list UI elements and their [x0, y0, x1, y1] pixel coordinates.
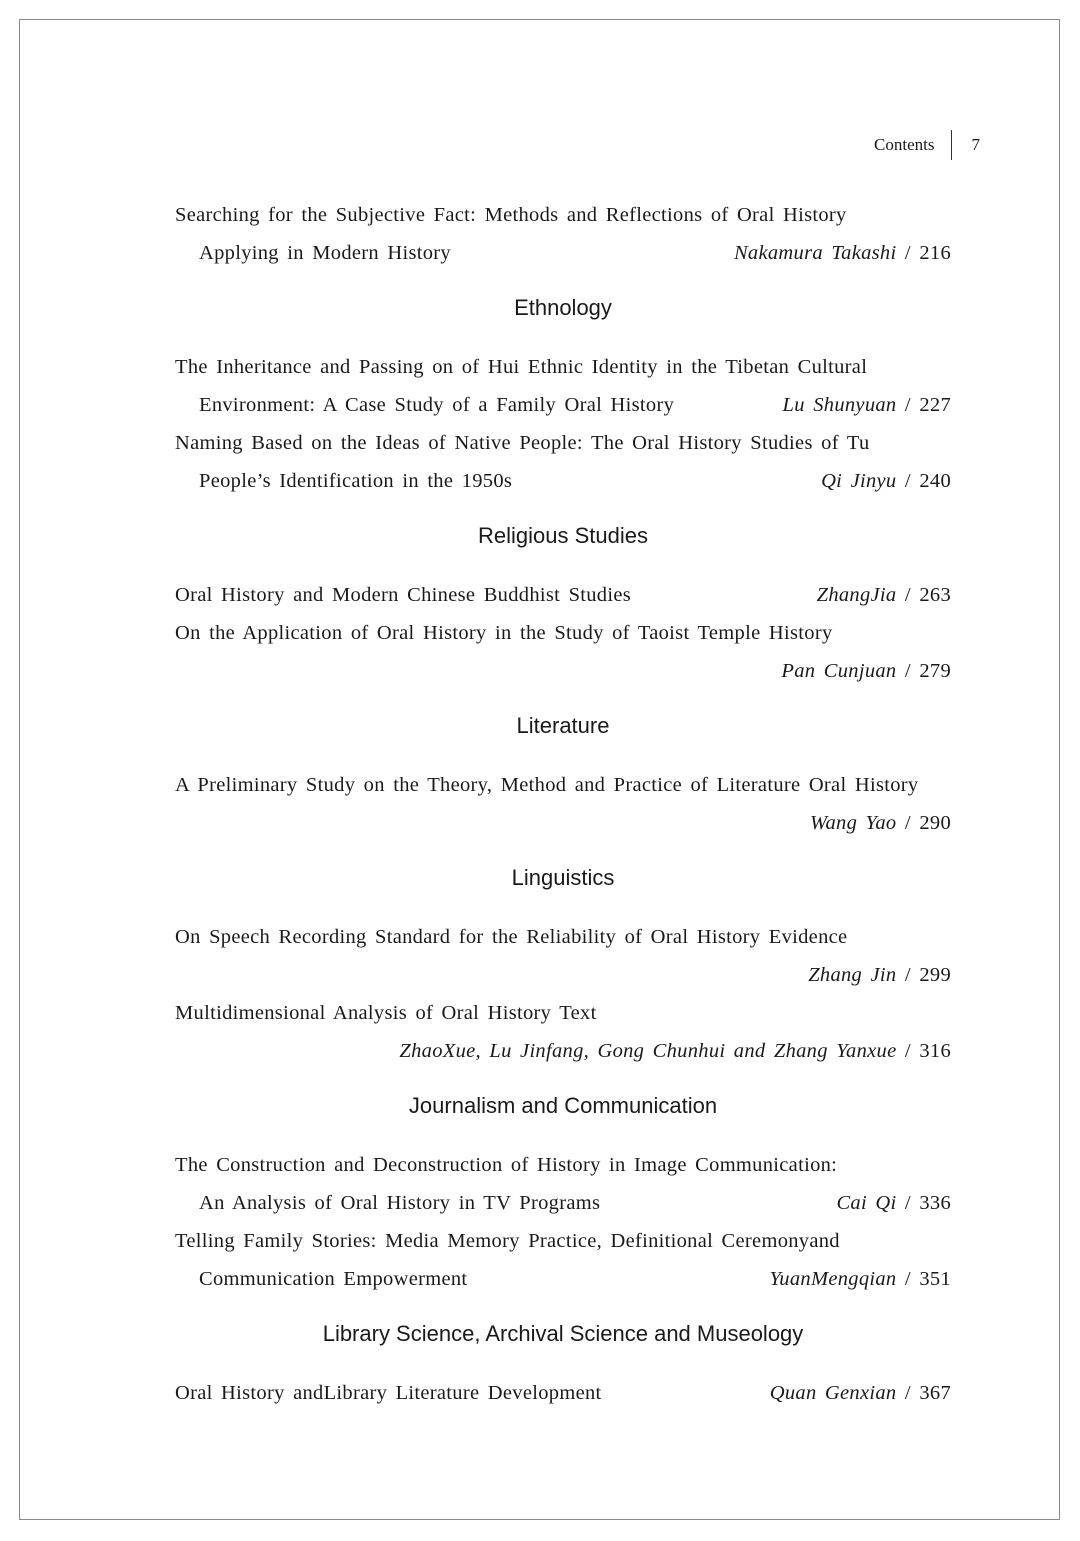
section-heading: Journalism and Communication: [408, 1093, 718, 1118]
entry-ref: Lu Shunyuan / 227: [782, 394, 951, 416]
entry-title: Oral History andLibrary Literature Development: [175, 1382, 602, 1404]
entry-title: On the Application of Oral History in the Study of Taoist Temple History: [175, 622, 833, 644]
entry-page: 240: [919, 470, 951, 492]
entry-title: On Speech Recording Standard for the Reliability of Oral History Evidence: [175, 926, 848, 948]
entry-title: Oral History and Modern Chinese Buddhist Studies: [175, 584, 632, 606]
toc-entry: [175, 348, 951, 424]
entry-author: YuanMengqian: [769, 1268, 897, 1290]
entry-author: Wang Yao: [809, 812, 897, 834]
toc-entry: [175, 1222, 951, 1298]
entry-title-continued: People’s Identification in the 1950s: [199, 470, 513, 492]
toc-entry: [175, 766, 951, 842]
entry-author: Quan Genxian: [769, 1382, 897, 1404]
entry-ref: Nakamura Takashi / 216: [733, 242, 951, 264]
entry-author: Zhang Jin: [808, 964, 897, 986]
entry-ref: Cai Qi / 336: [836, 1192, 951, 1214]
toc-entry: [175, 424, 951, 500]
entry-title-continued: Environment: A Case Study of a Family Oral History: [199, 394, 675, 416]
toc-entry: [175, 994, 951, 1070]
page-number: 7: [971, 135, 980, 154]
entry-ref: Zhang Jin / 299: [808, 964, 951, 986]
section-heading: Ethnology: [514, 295, 612, 320]
entry-page: 299: [919, 964, 951, 986]
toc-entry: [175, 1146, 951, 1222]
entry-page: 290: [919, 812, 951, 834]
entry-author: Qi Jinyu: [821, 470, 897, 492]
entry-page: 351: [919, 1268, 951, 1290]
entry-title: Searching for the Subjective Fact: Methods and Reflections of Oral History: [175, 204, 847, 226]
entry-title: The Inheritance and Passing on of Hui Ethnic Identity in the Tibetan Cultural: [175, 356, 868, 378]
entry-title: Telling Family Stories: Media Memory Practice, Definitional Ceremonyand: [175, 1230, 840, 1252]
toc-entry: [175, 576, 951, 614]
entry-page: 336: [919, 1192, 951, 1214]
toc-entry: [175, 614, 951, 690]
entry-page: 263: [919, 584, 951, 606]
entry-title: Naming Based on the Ideas of Native People: The Oral History Studies of Tu: [175, 432, 870, 454]
header-divider: [951, 130, 952, 160]
entry-author: Lu Shunyuan: [782, 394, 897, 416]
running-header: [874, 130, 980, 160]
entry-page: 367: [919, 1382, 951, 1404]
entry-title: A Preliminary Study on the Theory, Method and Practice of Literature Oral History: [175, 774, 919, 796]
page: [19, 19, 1060, 1520]
toc-entry: [175, 1374, 951, 1412]
entry-page: 216: [919, 242, 951, 264]
entry-page: 227: [919, 394, 951, 416]
section-heading: Religious Studies: [478, 523, 648, 548]
entry-author: ZhaoXue, Lu Jinfang, Gong Chunhui and Zhang Yanxue: [399, 1040, 897, 1062]
entry-ref: Wang Yao / 290: [809, 812, 951, 834]
entry-title-continued: An Analysis of Oral History in TV Programs: [199, 1192, 601, 1214]
entry-title: Multidimensional Analysis of Oral History Text: [175, 1002, 597, 1024]
section-heading: Library Science, Archival Science and Museology: [322, 1321, 804, 1346]
header-label: Contents: [874, 135, 935, 154]
entry-author: Cai Qi: [836, 1192, 897, 1214]
entry-ref: Pan Cunjuan / 279: [781, 660, 951, 682]
entry-title-continued: Communication Empowerment: [199, 1268, 468, 1290]
entry-ref: YuanMengqian / 351: [769, 1268, 951, 1290]
section-heading: Linguistics: [511, 865, 615, 890]
section-heading: Literature: [516, 713, 610, 738]
entry-author: ZhangJia: [816, 584, 897, 606]
entry-ref: ZhaoXue, Lu Jinfang, Gong Chunhui and Zhang Yanxue / 316: [399, 1040, 951, 1062]
entry-author: Pan Cunjuan: [781, 660, 897, 682]
entry-ref: Qi Jinyu / 240: [821, 470, 951, 492]
toc-entry: [175, 918, 951, 994]
entry-ref: ZhangJia / 263: [816, 584, 951, 606]
entry-page: 316: [919, 1040, 951, 1062]
toc-entry: [175, 196, 951, 272]
entry-title-continued: Applying in Modern History: [199, 242, 451, 264]
entry-ref: Quan Genxian / 367: [769, 1382, 951, 1404]
entry-author: Nakamura Takashi: [733, 242, 897, 264]
entry-page: 279: [919, 660, 951, 682]
toc-list: [175, 196, 951, 1412]
entry-title: The Construction and Deconstruction of History in Image Communication:: [175, 1154, 838, 1176]
